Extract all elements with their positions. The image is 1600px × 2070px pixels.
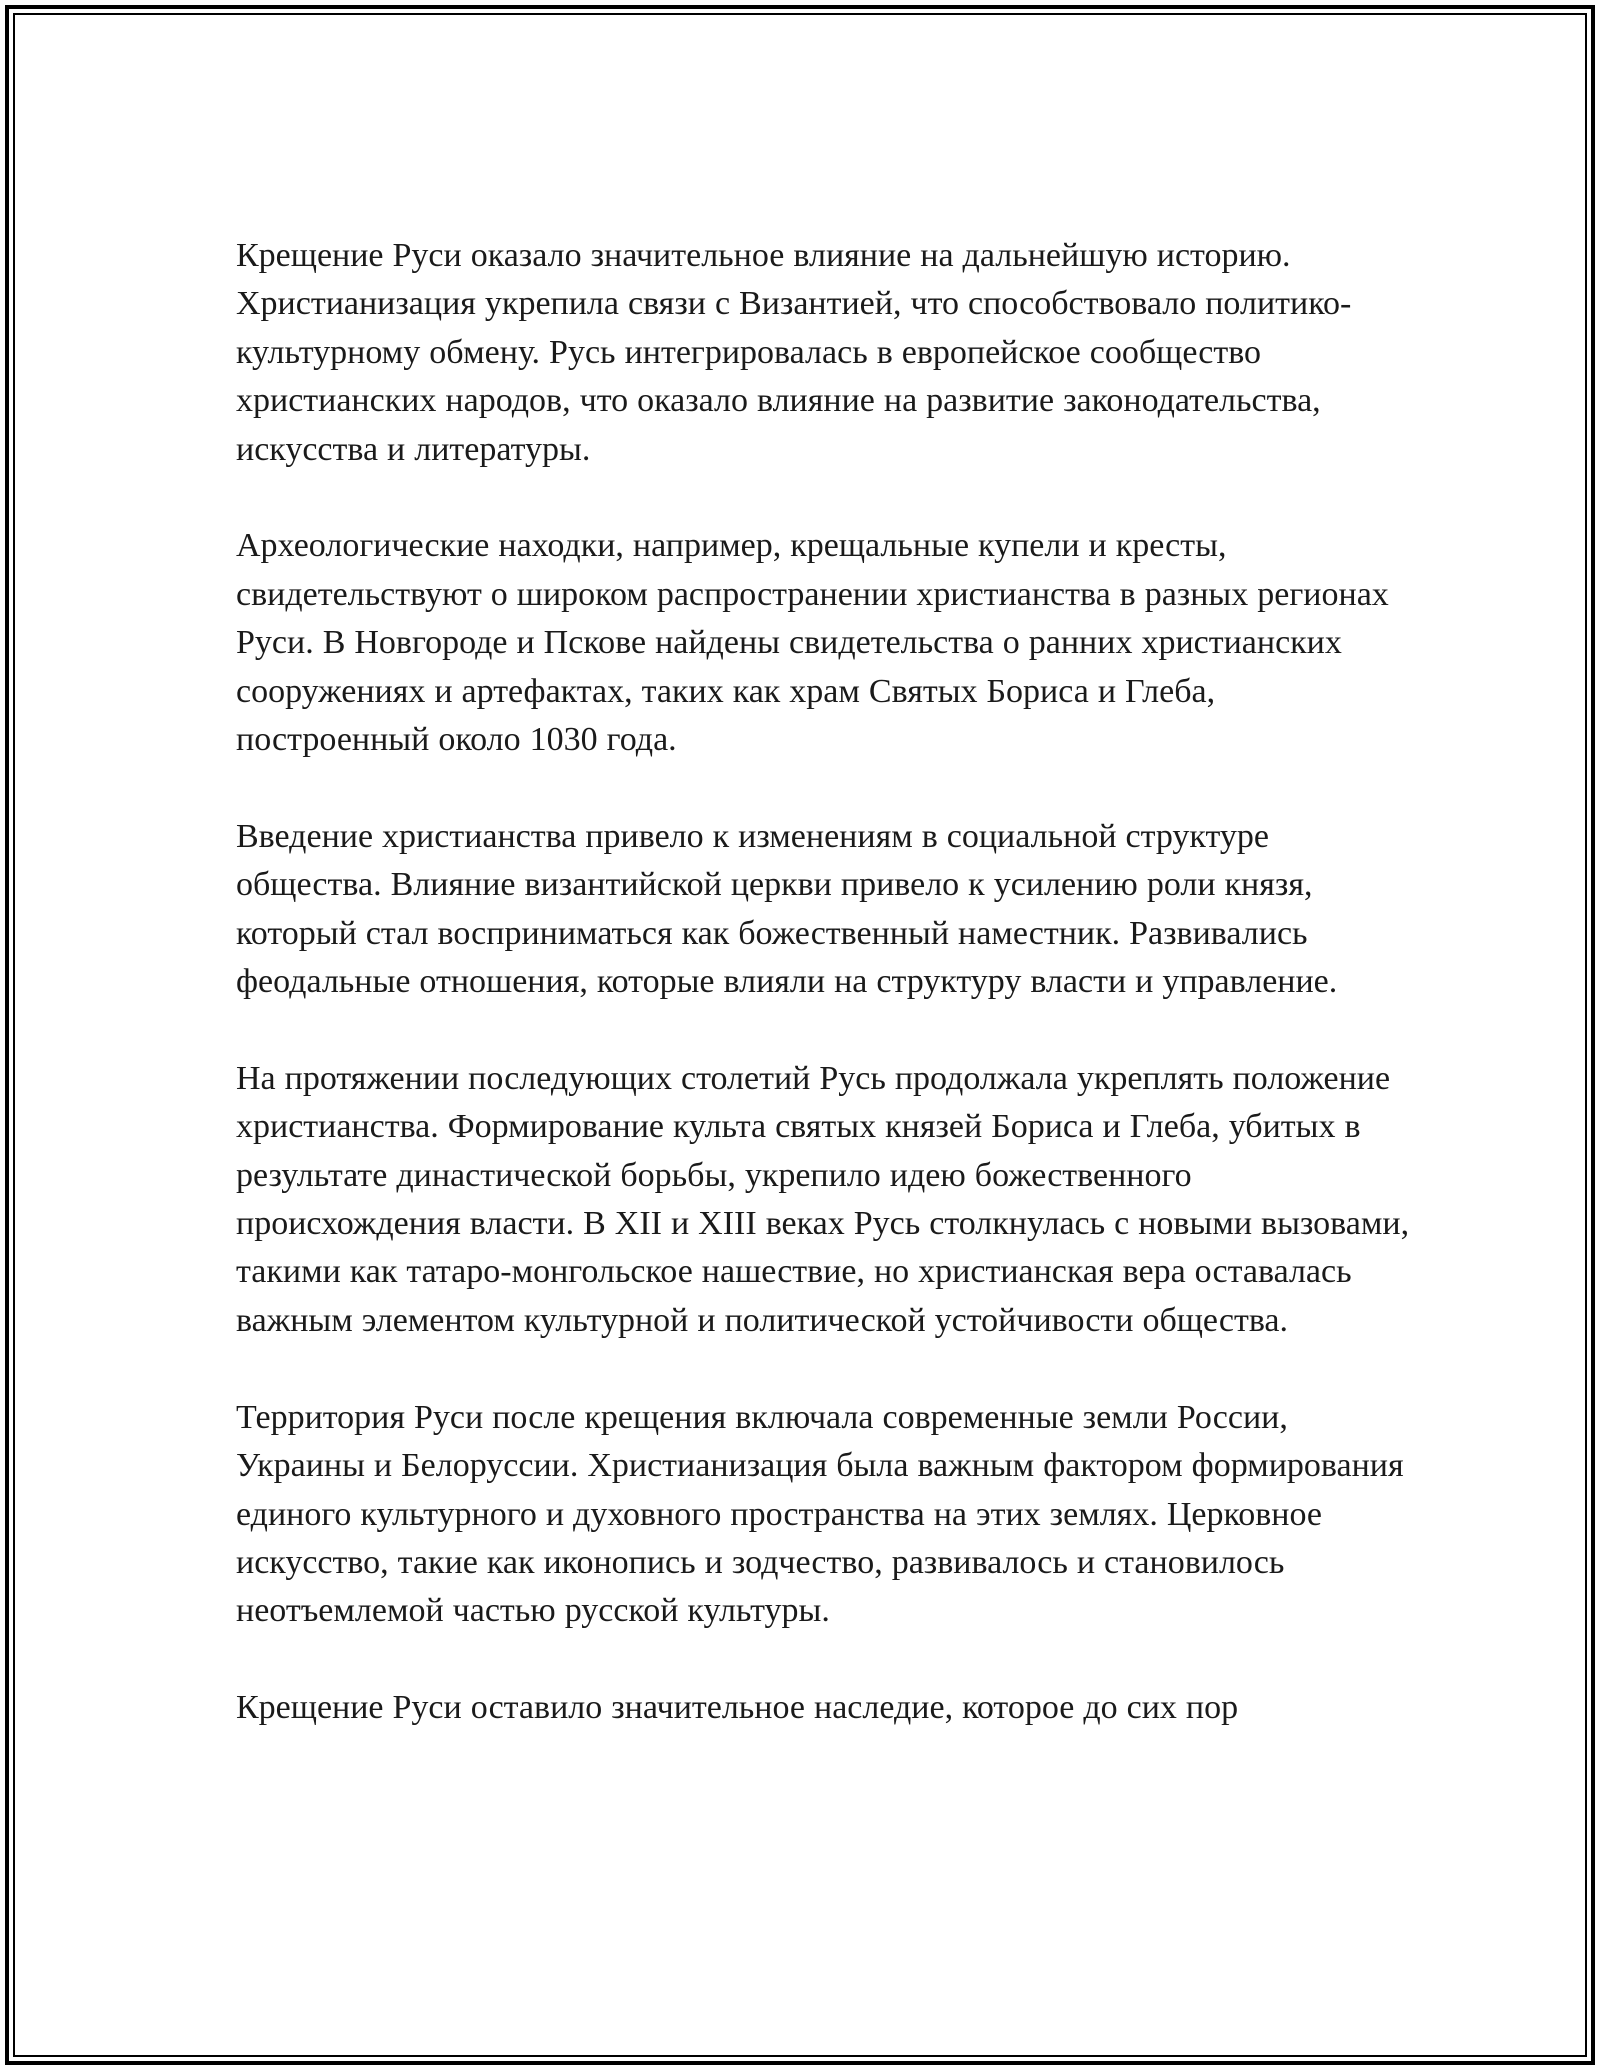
paragraph-2: Археологические находки, например, крещальные купели и кресты, свидетельствуют о широком распространении христианства в разных регионах Руси. В Новгороде и Пскове найдены свидетельства о ранних христианских сооружениях и артефактах, таких как храм Святых Бориса и Глеба, построенный около 1030 года. xyxy=(236,527,1389,759)
paragraph-5: Территория Руси после крещения включала современные земли России, Украины и Белоруссии. Христианизация была важным фактором формирования единого культурного и духовного пространства на этих землях. Церковное искусство, такие как иконопись и зодчество, развивалось и становилось неотъемлемой частью русской культуры. xyxy=(236,1398,1404,1630)
paragraph-3: Введение христианства привело к изменениям в социальной структуре общества. Влияние византийской церкви привело к усилению роли князя, который стал восприниматься как божественный наместник. Развивались феодальные отношения, которые влияли на структуру власти и управление. xyxy=(236,817,1338,1001)
paragraph-1: Крещение Руси оказало значительное влияние на дальнейшую историю. Христианизация укрепила связи с Византией, что способствовало политико-культурному обмену. Русь интегрировалась в европейское сообщество христианских народов, что оказало влияние на развитие законодательства, искусства и литературы. xyxy=(236,237,1352,468)
paragraph-6: Крещение Руси оставило значительное наследие, которое до сих пор xyxy=(236,1689,1239,1727)
document-body xyxy=(236,232,1416,1733)
paragraph-4: На протяжении последующих столетий Русь продолжала укреплять положение христианства. Формирование культа святых князей Бориса и Глеба, убитых в результате династической борьбы, укрепило идею божественного происхождения власти. В XII и XIII веках Русь столкнулась с новыми вызовами, такими как татаро-монгольское нашествие, но христианская вера оставалась важным элементом культурной и политической устойчивости общества. xyxy=(236,1059,1410,1339)
